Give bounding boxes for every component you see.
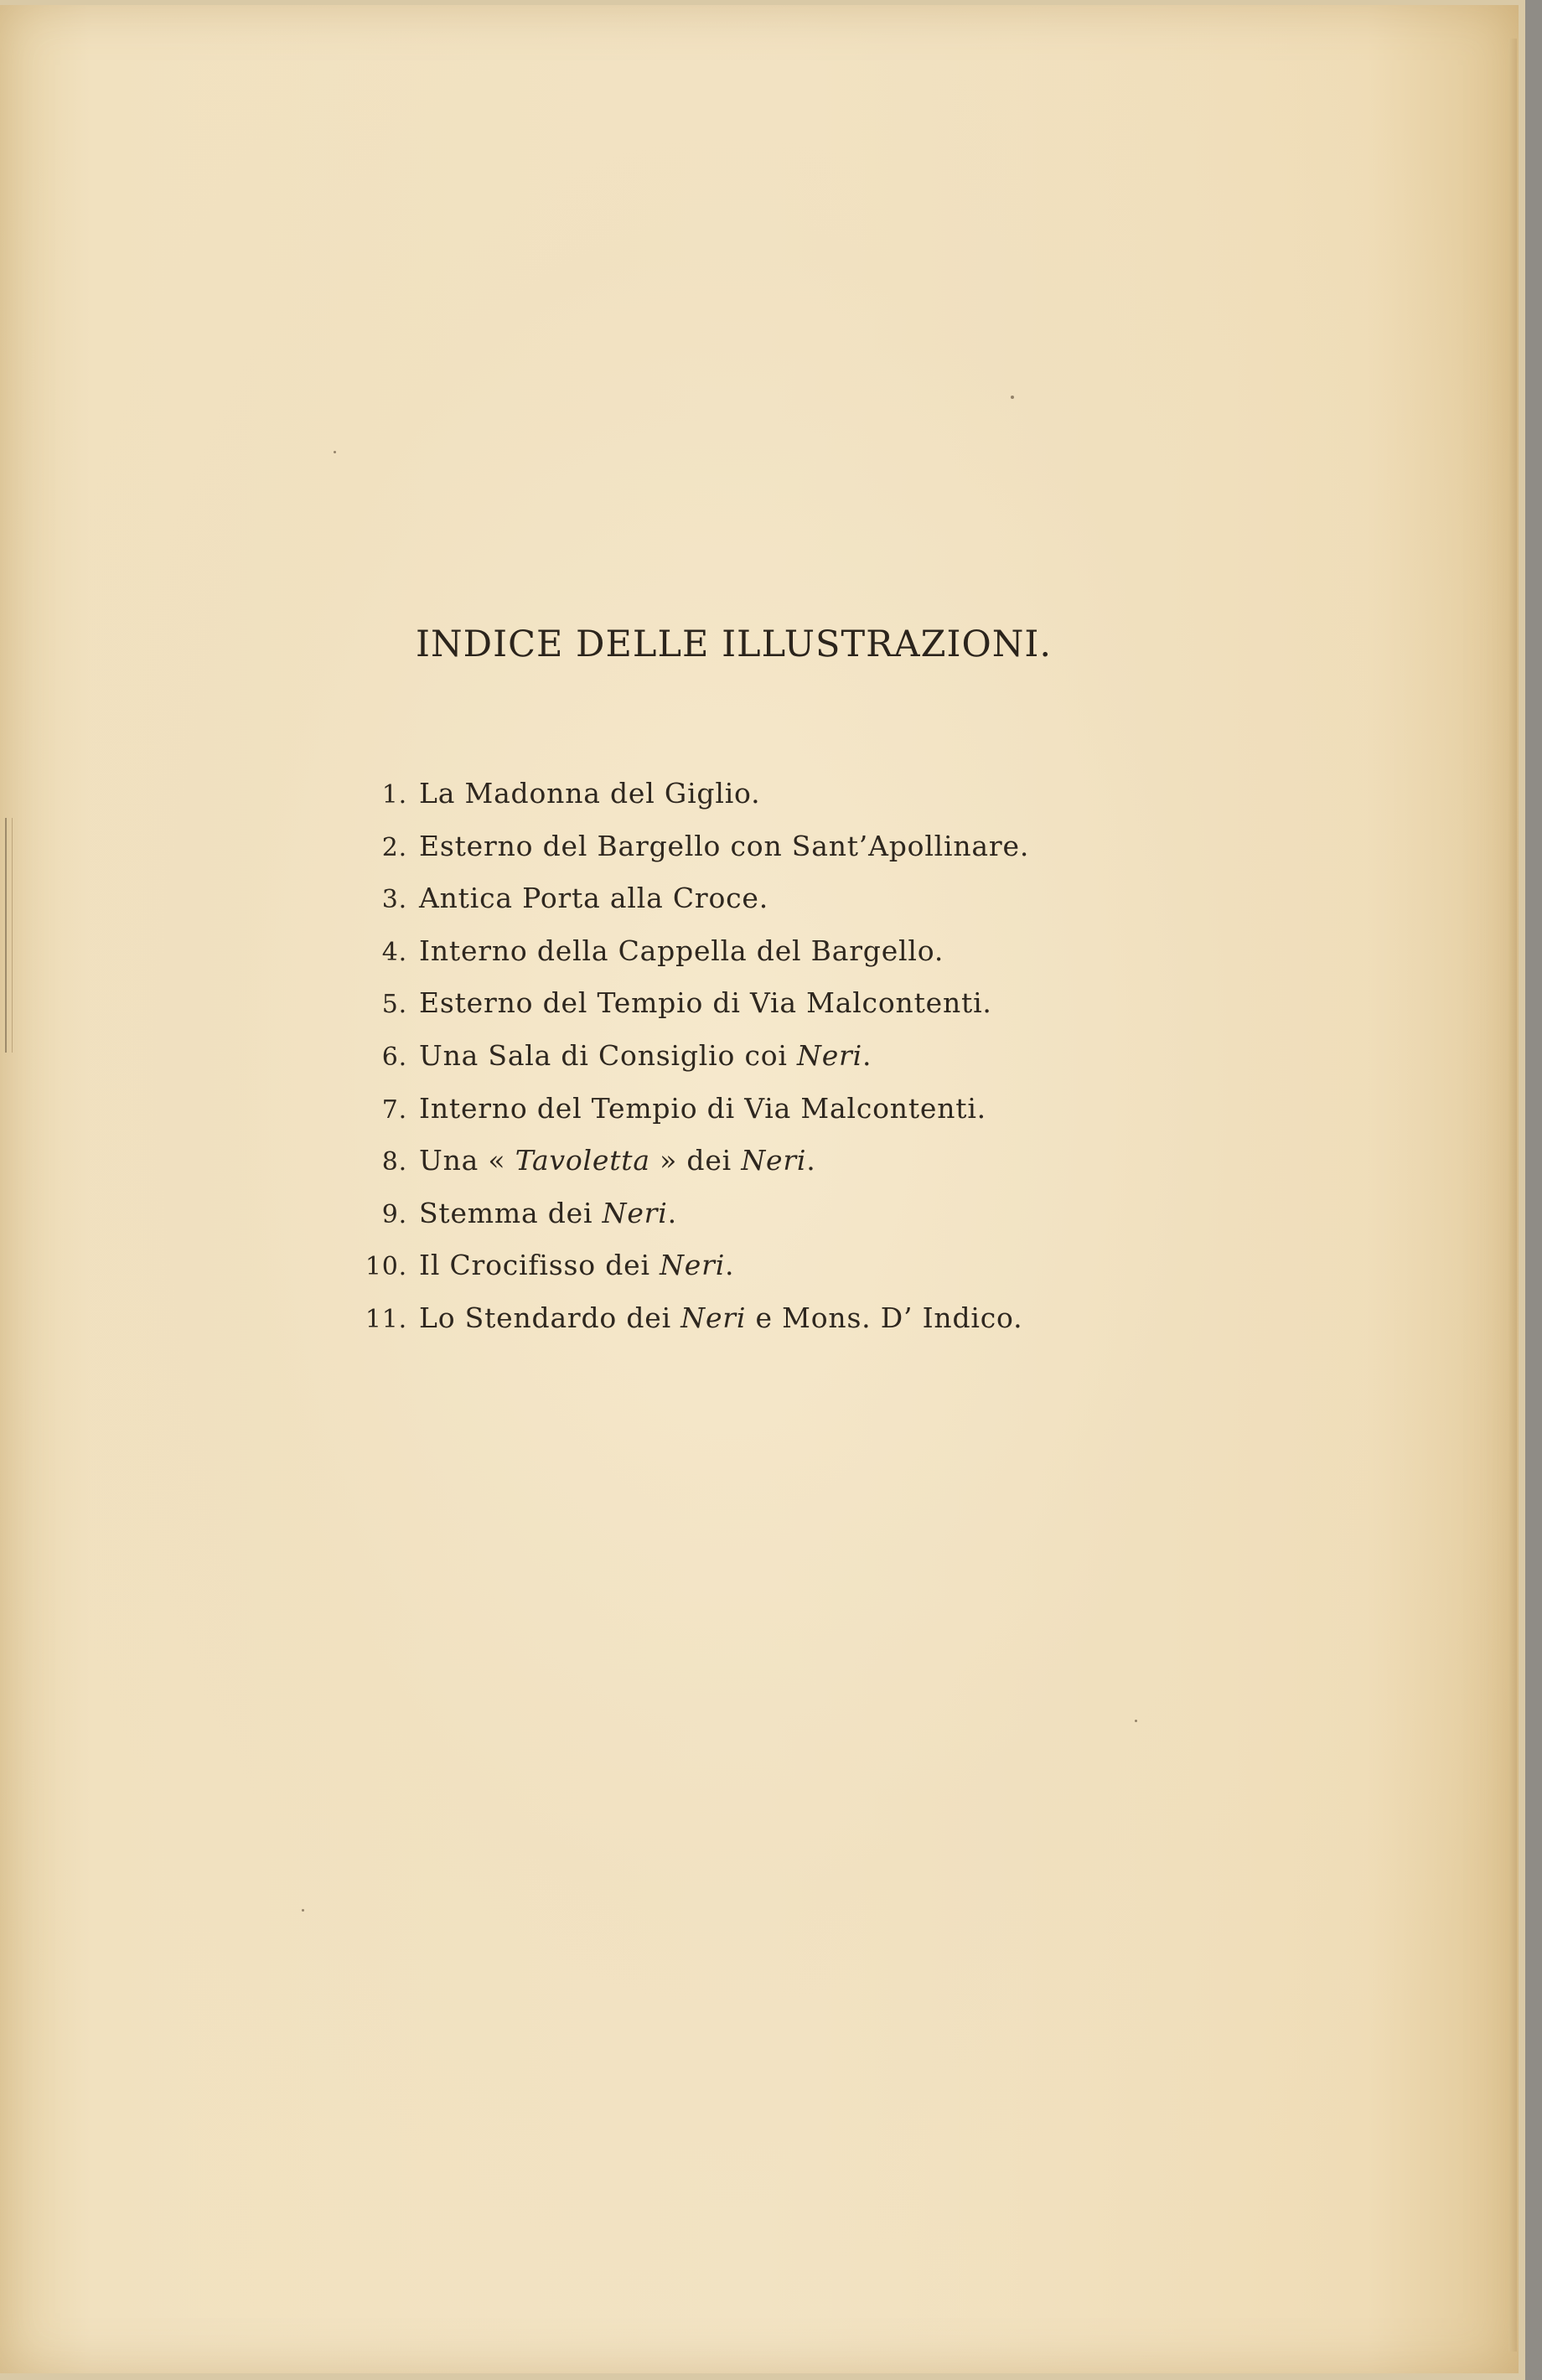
page-edge xyxy=(1508,39,1517,2352)
list-item xyxy=(352,1239,1106,1292)
item-title: Interno della Cappella del Bargello. xyxy=(419,934,944,967)
item-title: Una Sala di Consiglio coi Neri. xyxy=(419,1038,872,1072)
item-number: 5. xyxy=(381,990,407,1020)
list-item xyxy=(352,820,1106,873)
item-number: 8. xyxy=(381,1147,407,1177)
list-item xyxy=(352,977,1106,1030)
list-item xyxy=(352,768,1106,820)
list-item xyxy=(352,925,1106,978)
paper-speck xyxy=(1011,396,1014,399)
list-item xyxy=(352,1030,1106,1083)
item-number: 2. xyxy=(381,832,407,862)
list-item xyxy=(352,1083,1106,1136)
item-number: 4. xyxy=(381,937,407,967)
item-title: Antica Porta alla Croce. xyxy=(419,882,769,915)
list-item xyxy=(352,1187,1106,1240)
book-page xyxy=(0,5,1519,2373)
item-title: Stemma dei Neri. xyxy=(419,1196,677,1229)
list-item xyxy=(352,1292,1106,1345)
item-title: Lo Stendardo dei Neri e Mons. D’ Indico. xyxy=(419,1301,1023,1334)
item-number: 3. xyxy=(381,885,407,915)
item-number: 10. xyxy=(365,1252,407,1282)
item-title: Esterno del Bargello con Sant’Apollinare. xyxy=(419,829,1030,862)
list-item xyxy=(352,872,1106,925)
item-title: Interno del Tempio di Via Malcontenti. xyxy=(419,1091,986,1125)
binding-stitch xyxy=(5,818,13,1053)
paper-speck xyxy=(302,1909,304,1912)
item-number: 11. xyxy=(365,1304,407,1334)
item-number: 6. xyxy=(381,1042,407,1072)
item-number: 1. xyxy=(381,780,407,810)
item-title: La Madonna del Giglio. xyxy=(419,777,761,810)
paper-speck xyxy=(1135,1720,1137,1722)
item-number: 7. xyxy=(381,1094,407,1125)
paper-speck xyxy=(334,451,336,453)
page-title: INDICE DELLE ILLUSTRAZIONI. xyxy=(416,623,1053,665)
item-title: Esterno del Tempio di Via Malcontenti. xyxy=(419,986,992,1020)
list-item xyxy=(352,1135,1106,1187)
item-number: 9. xyxy=(381,1199,407,1229)
item-title: Il Crocifisso dei Neri. xyxy=(419,1249,735,1282)
illustration-index-list xyxy=(352,768,1106,1345)
item-title: Una « Tavoletta » dei Neri. xyxy=(419,1144,816,1177)
